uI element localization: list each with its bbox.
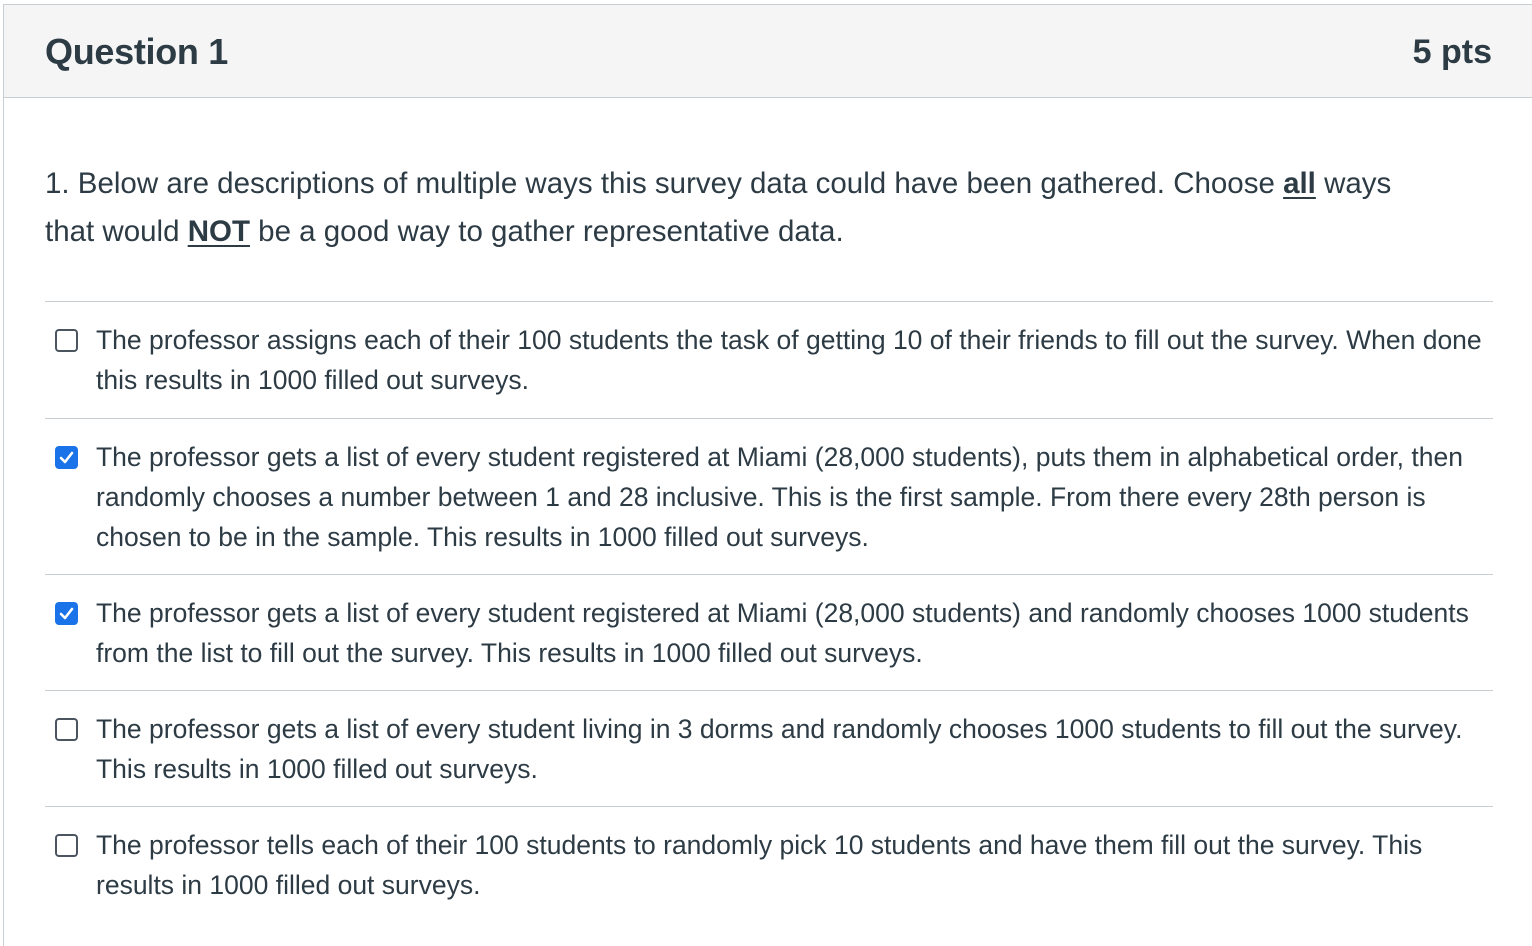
prompt-emphasis-all: all [1283,167,1316,200]
answer-label: The professor tells each of their 100 students to randomly pick 10 students and have them fill out the survey. This results in 1000 filled out surveys. [96,830,1423,900]
answer-checkbox[interactable] [55,329,78,352]
prompt-text: ways that would [45,167,1392,248]
prompt-emphasis-not: NOT [187,215,250,248]
checkmark-icon [58,449,75,466]
prompt-text: be a good way to gather representative data. [249,215,844,248]
answer-option-3[interactable] [45,574,1493,690]
answer-option-1[interactable] [45,301,1493,418]
quiz-question [3,4,1532,946]
answer-list [45,301,1493,936]
question-prompt [45,160,1445,256]
answer-option-5[interactable] [45,806,1493,936]
answer-label: The professor assigns each of their 100 students the task of getting 10 of their friends to fill out the survey. When done this results in 1000 filled out surveys. [96,325,1482,395]
question-points: 5 pts [1412,33,1492,71]
answer-label: The professor gets a list of every student living in 3 dorms and randomly chooses 1000 students to fill out the survey. This results in 1000 filled out surveys. [96,714,1463,784]
prompt-text: 1. Below are descriptions of multiple ways this survey data could have been gathered. Choose [45,167,1284,200]
checkmark-icon [58,605,75,622]
answer-checkbox[interactable] [55,834,78,857]
question-title: Question 1 [45,31,229,72]
question-header [4,5,1532,98]
answer-option-2[interactable] [45,418,1493,574]
answer-checkbox[interactable] [55,446,78,469]
answer-label: The professor gets a list of every student registered at Miami (28,000 students) and randomly chooses 1000 students from the list to fill out the survey. This results in 1000 filled out surveys. [96,598,1469,668]
answer-checkbox[interactable] [55,718,78,741]
answer-checkbox[interactable] [55,602,78,625]
answer-option-4[interactable] [45,690,1493,806]
answer-label: The professor gets a list of every student registered at Miami (28,000 students), puts them in alphabetical order, then randomly chooses a number between 1 and 28 inclusive. This is the first sample. From there every 28th person is chosen to be in the sample. This results in 1000 filled out surveys. [96,442,1463,552]
